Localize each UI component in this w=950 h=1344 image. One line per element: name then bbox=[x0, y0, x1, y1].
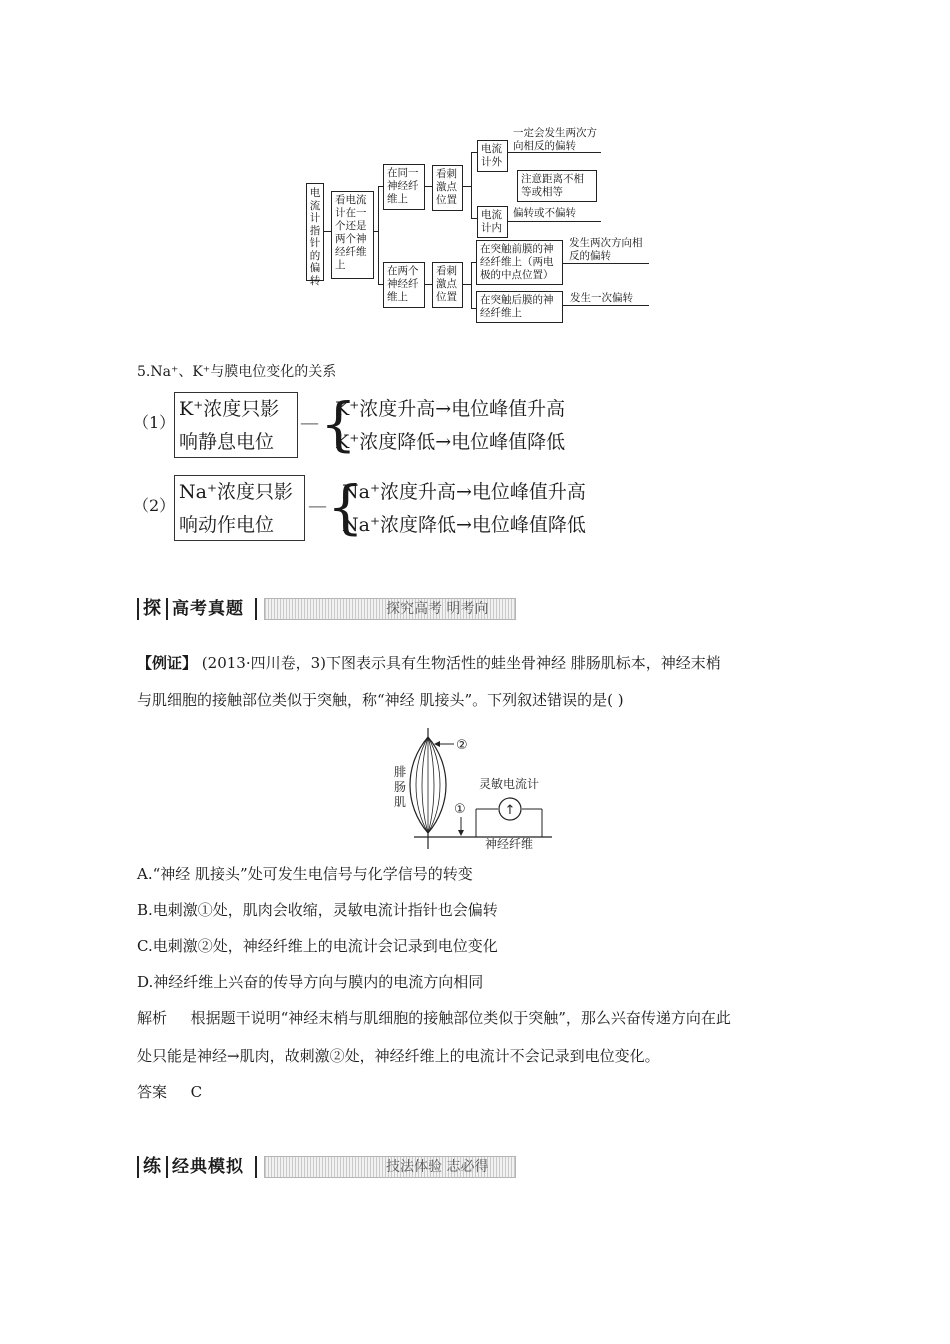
ion-box-line: 响动作电位 bbox=[179, 514, 275, 536]
tree-same-fiber: 在同一神经纤维上 bbox=[383, 164, 425, 210]
tree-line bbox=[562, 305, 649, 306]
ion-brace: { bbox=[320, 390, 357, 458]
tree-post-synaptic: 在突触后膜的神经纤维上 bbox=[476, 291, 563, 323]
ion-dash: — bbox=[300, 412, 319, 434]
analysis-line-2: 处只能是神经→肌肉，故刺激②处，神经纤维上的电流计不会记录到电位变化。 bbox=[137, 1047, 660, 1065]
tree-outside-note: 一定会发生两次方向相反的偏转 bbox=[513, 127, 597, 152]
header-subtitle: 探究高考 明考向 bbox=[386, 601, 489, 617]
ion-rule: Na⁺浓度升高→电位峰值升高 bbox=[342, 481, 586, 503]
answer-value: C bbox=[190, 1083, 203, 1101]
ion-brace: { bbox=[327, 473, 364, 541]
ion-box-na bbox=[174, 475, 305, 541]
tree-stim-pos-b: 看刺激点位置 bbox=[432, 262, 463, 308]
header-rule bbox=[137, 1156, 139, 1178]
ion-box-line: Na⁺浓度只影 bbox=[179, 481, 293, 503]
header-title: 高考真题 bbox=[172, 599, 244, 619]
tree-level1: 看电流计在一个还是两个神经纤维上 bbox=[331, 191, 374, 279]
ion-box-line: K⁺浓度只影 bbox=[179, 398, 280, 420]
ion-item-2 bbox=[0, 473, 950, 543]
tree-post-note: 发生一次偏转 bbox=[570, 292, 633, 304]
header-rule bbox=[166, 1156, 168, 1178]
header-rule bbox=[255, 598, 257, 620]
header-icon-char: 探 bbox=[143, 598, 161, 619]
answer-line bbox=[137, 1082, 202, 1102]
fiber-label: 神经纤维 bbox=[485, 837, 534, 850]
muscle-fiber bbox=[422, 737, 428, 833]
analysis-label: 解析 bbox=[137, 1009, 168, 1027]
ion-item-1 bbox=[0, 390, 950, 460]
tree-root: 电流计指针的偏转 bbox=[306, 183, 324, 281]
tree-pre-note: 发生两次方向相反的偏转 bbox=[569, 237, 643, 262]
option-d: D.神经纤维上兴奋的传导方向与膜内的电流方向相同 bbox=[137, 973, 484, 991]
example-line-1 bbox=[137, 653, 721, 673]
example-text: (2013·四川卷，3)下图表示具有生物活性的蛙坐骨神经 腓肠肌标本，神经末梢 bbox=[201, 654, 721, 672]
item-number: （2） bbox=[133, 496, 176, 515]
section5-title: 5.Na⁺、K⁺与膜电位变化的关系 bbox=[137, 364, 337, 380]
tree-inside-note-box: 注意距离不相等或相等 bbox=[517, 170, 597, 202]
ion-box-k bbox=[174, 392, 298, 458]
option-c: C.电刺激②处，神经纤维上的电流计会记录到电位变化 bbox=[137, 937, 498, 955]
tree-inside: 电流计内 bbox=[477, 206, 508, 238]
deflection-tree-diagram bbox=[0, 0, 950, 330]
muscle-fiber bbox=[428, 737, 434, 833]
galvanometer-needle: ↑ bbox=[504, 803, 516, 818]
figure-mark-2: ② bbox=[456, 738, 468, 753]
option-a: A.“神经 肌接头”处可发生电信号与化学信号的转变 bbox=[137, 865, 473, 883]
tree-line bbox=[562, 263, 649, 264]
arrow-1-head bbox=[458, 830, 464, 836]
tree-two-fibers: 在两个神经纤维上 bbox=[383, 262, 425, 308]
section-header-exam bbox=[134, 596, 524, 622]
muscle-label: 腓肠肌 bbox=[394, 765, 407, 809]
ion-rule: K⁺浓度降低→电位峰值降低 bbox=[335, 431, 566, 453]
section-header-practice bbox=[134, 1154, 524, 1180]
figure-mark-1: ① bbox=[454, 802, 466, 817]
example-label: 【例证】 bbox=[137, 654, 198, 672]
header-subtitle: 技法体验 志必得 bbox=[386, 1159, 489, 1175]
header-rule bbox=[166, 598, 168, 620]
answer-label: 答案 bbox=[137, 1083, 168, 1101]
tree-stim-pos-a: 看刺激点位置 bbox=[432, 165, 463, 211]
ion-rule: Na⁺浓度降低→电位峰值降低 bbox=[342, 514, 586, 536]
meter-label: 灵敏电流计 bbox=[479, 777, 540, 791]
header-icon-char: 练 bbox=[143, 1156, 161, 1177]
header-title: 经典模拟 bbox=[172, 1157, 244, 1177]
tree-line bbox=[471, 152, 472, 218]
ion-box-line: 响静息电位 bbox=[179, 431, 275, 453]
tree-line bbox=[471, 262, 472, 308]
header-rule bbox=[255, 1156, 257, 1178]
option-b: B.电刺激①处，肌肉会收缩，灵敏电流计指针也会偏转 bbox=[137, 901, 498, 919]
example-line-2: 与肌细胞的接触部位类似于突触，称“神经 肌接头”。下列叙述错误的是( ) bbox=[137, 691, 624, 709]
ion-rule: K⁺浓度升高→电位峰值升高 bbox=[335, 398, 566, 420]
tree-pre-synaptic: 在突触前膜的神经纤维上（两电极的中点位置） bbox=[476, 240, 563, 285]
ion-dash: — bbox=[308, 495, 327, 517]
tree-line bbox=[507, 221, 601, 222]
analysis-text: 根据题干说明“神经末梢与肌细胞的接触部位类似于突触”，那么兴奋传递方向在此 bbox=[190, 1009, 731, 1027]
analysis-line-1 bbox=[137, 1008, 731, 1028]
tree-inside-note: 偏转或不偏转 bbox=[513, 207, 576, 219]
tree-line bbox=[378, 186, 379, 284]
tree-outside: 电流计外 bbox=[477, 140, 508, 172]
item-number: （1） bbox=[133, 413, 176, 432]
frog-nerve-muscle-figure bbox=[390, 725, 560, 850]
header-rule bbox=[137, 598, 139, 620]
